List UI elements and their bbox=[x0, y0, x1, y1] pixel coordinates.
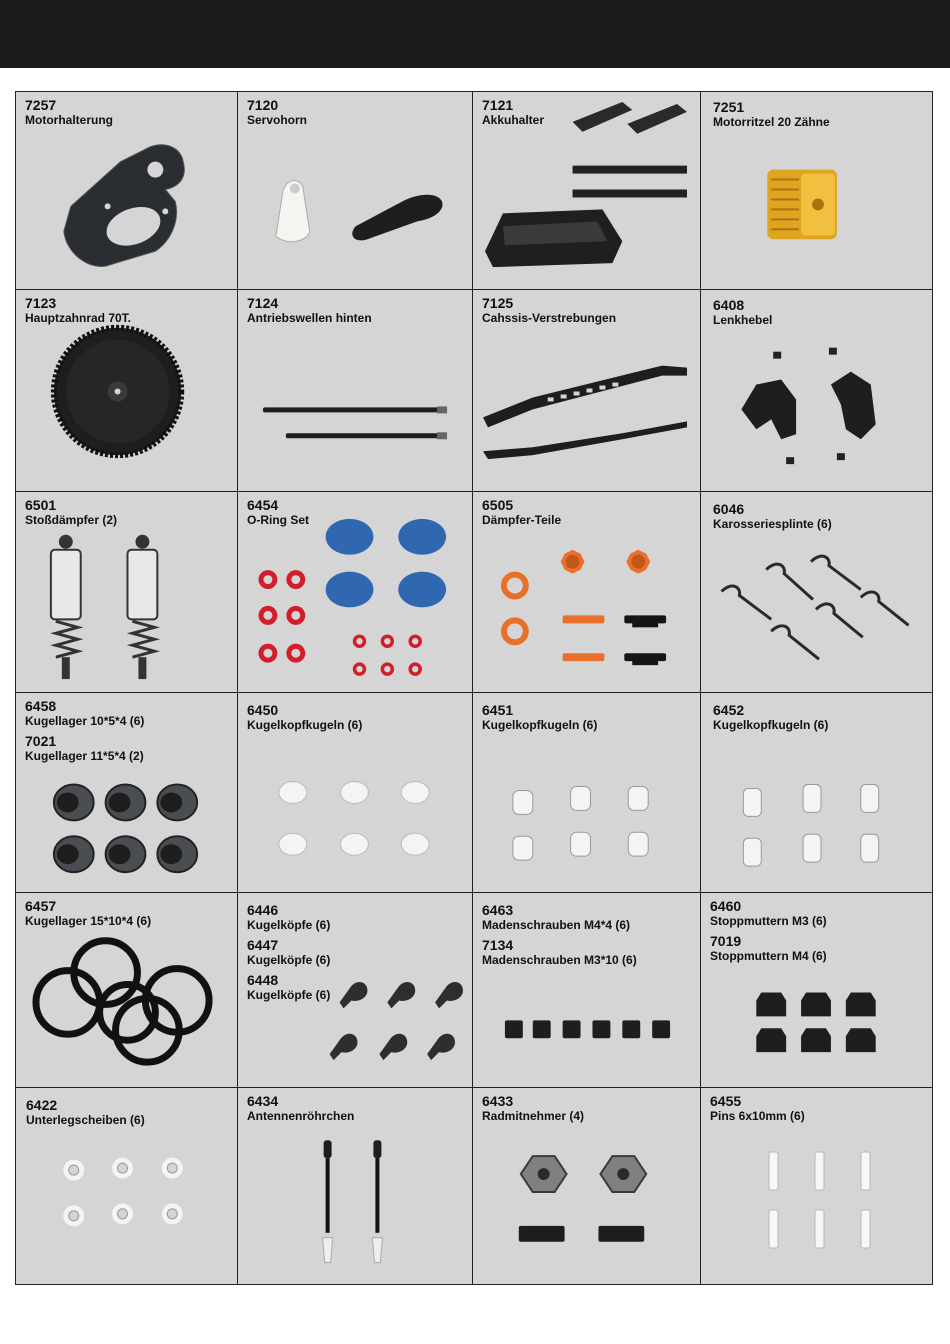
part-labels bbox=[710, 1093, 805, 1128]
part-number: 6460 bbox=[710, 898, 742, 914]
part-cell-6454 bbox=[238, 492, 473, 693]
part-cell-6451 bbox=[473, 693, 701, 893]
part-name: Unterlegscheiben (6) bbox=[26, 1113, 145, 1127]
part-cell-6434 bbox=[238, 1088, 473, 1284]
part-number: 6434 bbox=[247, 1093, 279, 1109]
part-name: Stoßdämpfer (2) bbox=[25, 513, 118, 527]
part-name: Kugelkopfkugeln (6) bbox=[482, 718, 598, 732]
part-number: 7124 bbox=[247, 295, 279, 311]
part-number: 6451 bbox=[482, 702, 514, 718]
part-labels bbox=[710, 898, 827, 968]
part-name: Dämpfer-Teile bbox=[482, 513, 562, 527]
part-name: O-Ring Set bbox=[247, 513, 309, 527]
part-labels bbox=[25, 898, 151, 933]
header-bar bbox=[0, 0, 950, 68]
parts-grid bbox=[15, 91, 933, 1285]
part-cell-6455 bbox=[701, 1088, 932, 1284]
part-number: 6452 bbox=[713, 702, 745, 718]
part-cell-6501 bbox=[16, 492, 238, 693]
part-name: Kugelköpfe (6) bbox=[247, 988, 331, 1002]
part-name: Radmitnehmer (4) bbox=[482, 1109, 585, 1123]
part-cell-6433 bbox=[473, 1088, 701, 1284]
part-name: Stoppmuttern M4 (6) bbox=[710, 949, 827, 963]
part-number: 6046 bbox=[713, 501, 745, 517]
part-number: 7257 bbox=[25, 97, 57, 113]
part-number: 7021 bbox=[25, 733, 57, 749]
part-cell-6046 bbox=[701, 492, 932, 693]
part-name: Madenschrauben M4*4 (6) bbox=[482, 918, 631, 932]
part-number: 6455 bbox=[710, 1093, 742, 1109]
part-number: 7134 bbox=[482, 937, 514, 953]
part-cell-7257 bbox=[16, 92, 238, 290]
part-name: Motorhalterung bbox=[25, 113, 113, 127]
part-cell-6505 bbox=[473, 492, 701, 693]
part-name: Kugelkopfkugeln (6) bbox=[247, 718, 363, 732]
part-name: Kugellager 15*10*4 (6) bbox=[25, 914, 152, 928]
part-cell-7120 bbox=[238, 92, 473, 290]
part-labels bbox=[25, 295, 131, 330]
part-labels bbox=[247, 1093, 354, 1128]
part-labels bbox=[247, 702, 362, 737]
part-labels bbox=[25, 97, 113, 132]
part-labels bbox=[713, 702, 828, 737]
part-number: 6422 bbox=[26, 1097, 58, 1113]
part-number: 6408 bbox=[713, 297, 745, 313]
part-cell-7123 bbox=[16, 290, 238, 492]
part-name: Antriebswellen hinten bbox=[247, 311, 372, 325]
part-name: Lenkhebel bbox=[713, 313, 773, 327]
part-name: Kugelköpfe (6) bbox=[247, 918, 331, 932]
part-name: Kugellager 11*5*4 (2) bbox=[25, 749, 144, 763]
part-name: Karosseriesplinte (6) bbox=[713, 517, 832, 531]
part-cell-6408 bbox=[701, 290, 932, 492]
part-cell-7251 bbox=[701, 92, 932, 290]
part-labels bbox=[25, 698, 144, 768]
part-labels bbox=[482, 497, 561, 532]
part-name: Kugellager 10*5*4 (6) bbox=[25, 714, 145, 728]
part-number: 6457 bbox=[25, 898, 57, 914]
part-number: 7019 bbox=[710, 933, 742, 949]
part-labels bbox=[713, 99, 830, 134]
part-number: 7125 bbox=[482, 295, 514, 311]
part-name: Kugelkopfkugeln (6) bbox=[713, 718, 829, 732]
part-labels bbox=[482, 902, 637, 972]
part-cell-6458 bbox=[16, 693, 238, 893]
part-labels bbox=[26, 1097, 145, 1132]
part-cell-6446 bbox=[238, 893, 473, 1088]
part-number: 6463 bbox=[482, 902, 514, 918]
part-number: 7120 bbox=[247, 97, 279, 113]
part-cell-6450 bbox=[238, 693, 473, 893]
part-name: Hauptzahnrad 70T. bbox=[25, 311, 132, 325]
part-number: 6458 bbox=[25, 698, 57, 714]
part-name: Madenschrauben M3*10 (6) bbox=[482, 953, 637, 967]
part-name: Akkuhalter bbox=[482, 113, 545, 127]
part-labels bbox=[247, 295, 372, 330]
part-number: 6447 bbox=[247, 937, 279, 953]
part-number: 7121 bbox=[482, 97, 514, 113]
part-cell-6422 bbox=[16, 1088, 238, 1284]
part-name: Stoppmuttern M3 (6) bbox=[710, 914, 827, 928]
part-cell-6457 bbox=[16, 893, 238, 1088]
part-cell-7125 bbox=[473, 290, 701, 492]
part-name: Motorritzel 20 Zähne bbox=[713, 115, 830, 129]
part-number: 6433 bbox=[482, 1093, 514, 1109]
part-cell-6463 bbox=[473, 893, 701, 1088]
part-number: 6450 bbox=[247, 702, 279, 718]
part-name: Kugelköpfe (6) bbox=[247, 953, 331, 967]
part-cell-6460 bbox=[701, 893, 932, 1088]
part-number: 6446 bbox=[247, 902, 279, 918]
part-number: 6501 bbox=[25, 497, 57, 513]
part-labels bbox=[25, 497, 117, 532]
part-labels bbox=[713, 501, 832, 536]
part-cell-7121 bbox=[473, 92, 701, 290]
part-number: 7123 bbox=[25, 295, 57, 311]
part-labels bbox=[247, 497, 309, 532]
part-number: 6505 bbox=[482, 497, 514, 513]
part-number: 7251 bbox=[713, 99, 745, 115]
part-labels bbox=[482, 702, 597, 737]
part-labels bbox=[713, 297, 772, 332]
part-name: Servohorn bbox=[247, 113, 308, 127]
part-name: Pins 6x10mm (6) bbox=[710, 1109, 805, 1123]
part-labels bbox=[482, 97, 544, 132]
part-labels bbox=[482, 295, 616, 330]
part-labels bbox=[247, 902, 330, 1007]
part-labels bbox=[482, 1093, 584, 1128]
part-labels bbox=[247, 97, 307, 132]
part-cell-6452 bbox=[701, 693, 932, 893]
part-name: Antennenröhrchen bbox=[247, 1109, 355, 1123]
part-cell-7124 bbox=[238, 290, 473, 492]
part-number: 6454 bbox=[247, 497, 279, 513]
part-number: 6448 bbox=[247, 972, 279, 988]
part-name: Cahssis-Verstrebungen bbox=[482, 311, 617, 325]
